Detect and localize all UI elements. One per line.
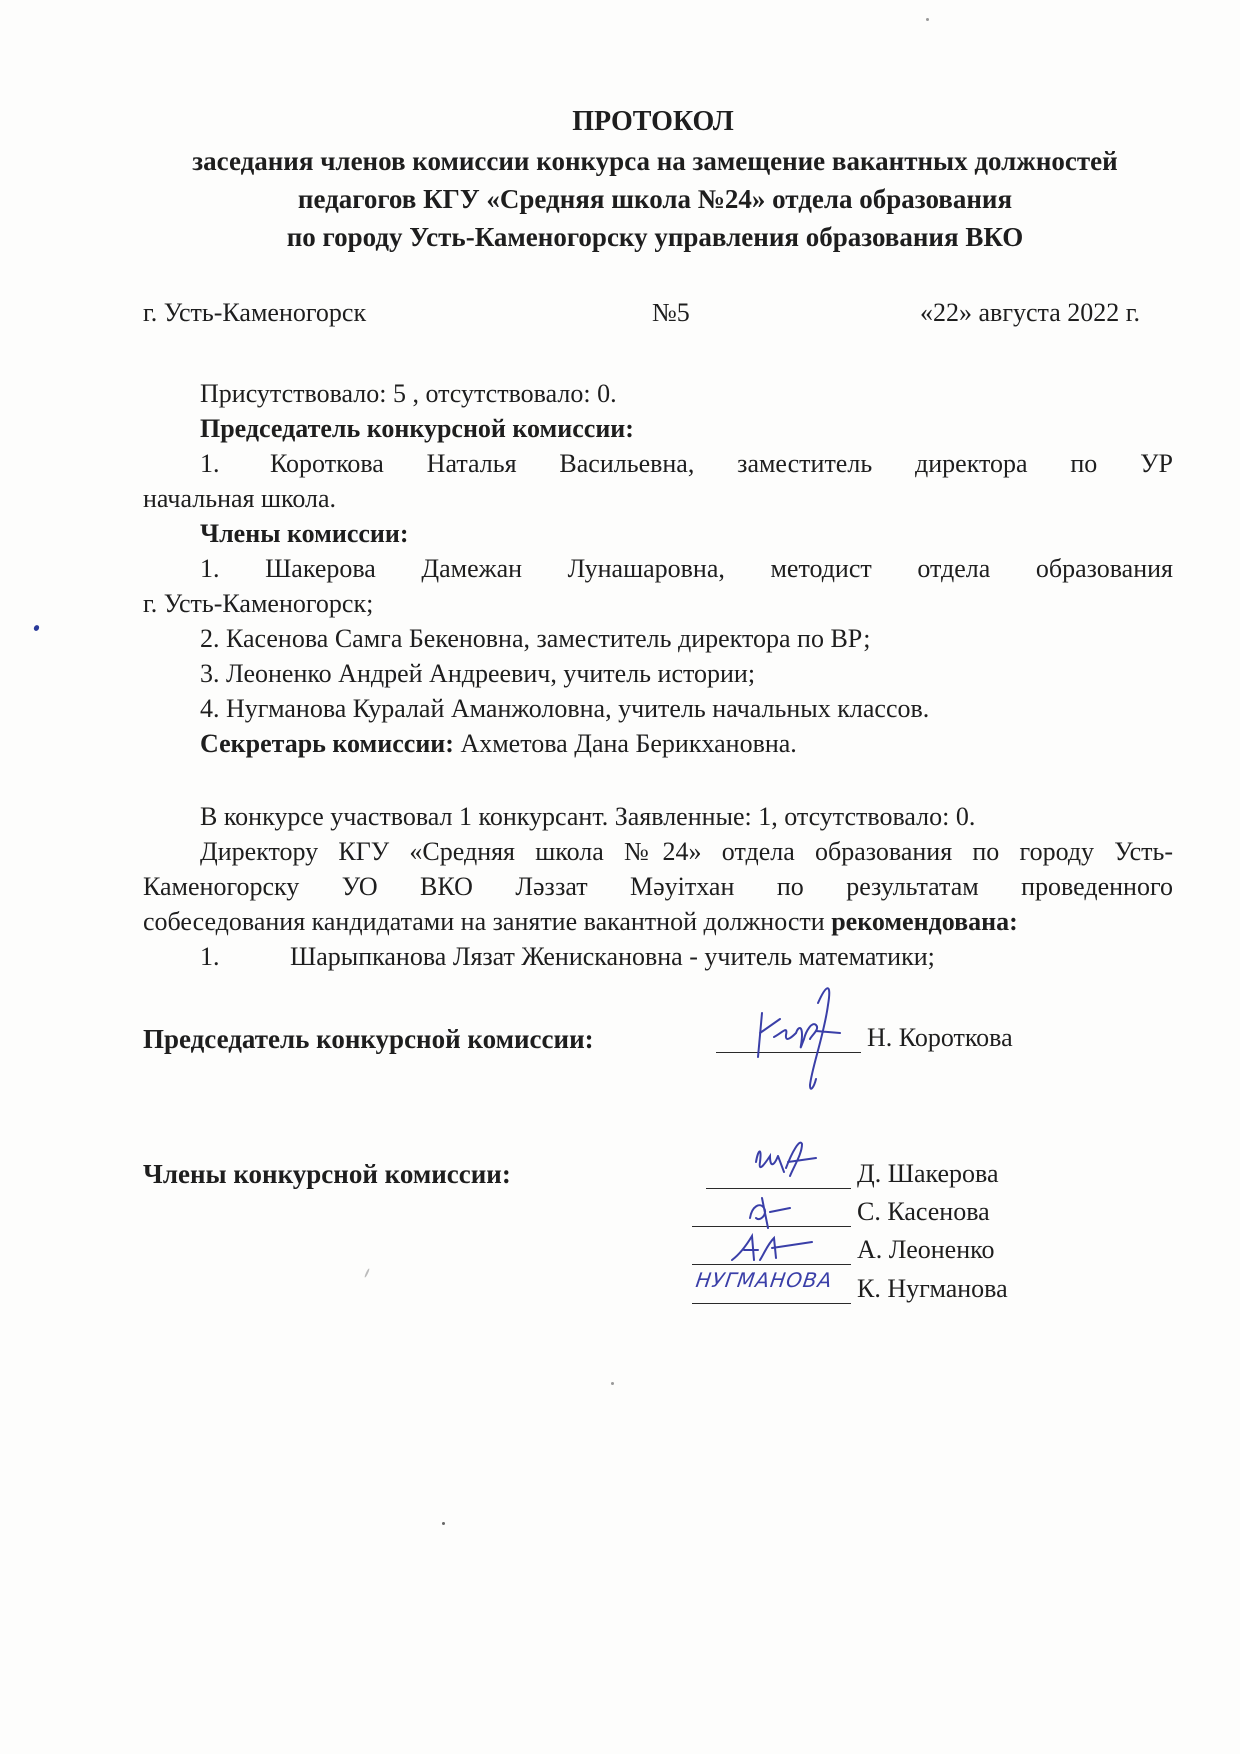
- recommendation-number: 1.: [200, 942, 220, 971]
- member-signature-image-3: [722, 1226, 832, 1270]
- chair-item-text: Короткова Наталья Васильевна, заместитель директора по УР: [270, 449, 1173, 478]
- member-item-1-continuation: г. Усть-Каменогорск;: [143, 589, 374, 618]
- secretary-label: Секретарь комиссии:: [200, 729, 454, 758]
- results-line-2: Каменогорску УО ВКО Ләззат Мәуітхан по результатам проведенного: [143, 872, 1173, 901]
- secretary-name: Ахметова Дана Берикхановна.: [453, 729, 797, 758]
- scan-speck: [926, 18, 929, 21]
- member-signature-name-4: К. Нугманова: [857, 1274, 1008, 1303]
- members-signature-label: Члены конкурсной комиссии:: [143, 1159, 511, 1189]
- member-signature-image-4: НУГМАНОВА: [694, 1268, 835, 1292]
- member-item-3: 3. Леоненко Андрей Андреевич, учитель истории;: [200, 659, 756, 688]
- scan-speck: [611, 1382, 614, 1385]
- chair-signature-name: Н. Короткова: [867, 1023, 1013, 1052]
- document-subtitle: [140, 142, 1170, 256]
- scan-speck: [442, 1522, 445, 1525]
- participants-text: В конкурсе участвовал 1 конкурсант. Заявленные: 1, отсутствовало: 0.: [200, 802, 976, 831]
- spacer: [143, 761, 1173, 799]
- members-heading: Члены комиссии:: [200, 519, 409, 548]
- member-signature-name-2: С. Касенова: [857, 1197, 990, 1226]
- recommendation-text: Шарыпканова Лязат Женискановна - учитель математики;: [290, 942, 935, 971]
- chair-signature-label: Председатель конкурсной комиссии:: [143, 1024, 594, 1054]
- member-item-4: 4. Нугманова Куралай Аманжоловна, учитель начальных классов.: [200, 694, 930, 723]
- scan-speck: [33, 624, 40, 632]
- attendance-text: Присутствовало: 5 , отсутствовало: 0.: [200, 379, 617, 408]
- subtitle-line-1: заседания членов комиссии конкурса на замещение вакантных должностей: [192, 146, 1118, 176]
- chair-item-continuation: начальная школа.: [143, 484, 337, 513]
- subtitle-line-2: педагогов КГУ «Средняя школа №24» отдела образования: [297, 184, 1013, 214]
- member-signature-name-1: Д. Шакерова: [857, 1159, 999, 1188]
- document-city: г. Усть-Каменогорск: [143, 298, 367, 327]
- scan-speck: [364, 1268, 370, 1278]
- member-item-1: 1. Шакерова Дамежан Лунашаровна, методист отдела образования: [200, 554, 1173, 583]
- document-date: «22» августа 2022 г.: [920, 298, 1140, 327]
- document-title: ПРОТОКОЛ: [572, 106, 734, 137]
- results-line-3: собеседования кандидатами на занятие вакантной должности рекомендована:: [143, 907, 1018, 936]
- secretary-line: [143, 726, 1173, 761]
- results-line-1: Директору КГУ «Средняя школа №24» отдела образования по городу Усть-: [200, 837, 1173, 866]
- member-item-2: 2. Касенова Самга Бекеновна, заместитель директора по ВР;: [200, 624, 871, 653]
- subtitle-line-3: по городу Усть-Каменогорску управления образования ВКО: [286, 222, 1024, 252]
- recommended-label: рекомендована:: [831, 907, 1018, 936]
- chair-heading: Председатель конкурсной комиссии:: [200, 414, 634, 443]
- chair-item: [143, 446, 1173, 481]
- document-number: №5: [652, 298, 690, 327]
- chair-item-number: 1.: [200, 449, 220, 478]
- recommendation-item: [143, 939, 1173, 974]
- chair-signature-image: [740, 975, 860, 1105]
- member-signature-image-1: [740, 1132, 830, 1192]
- protocol-body: [143, 376, 1173, 974]
- member-signature-name-3: А. Леоненко: [857, 1235, 995, 1264]
